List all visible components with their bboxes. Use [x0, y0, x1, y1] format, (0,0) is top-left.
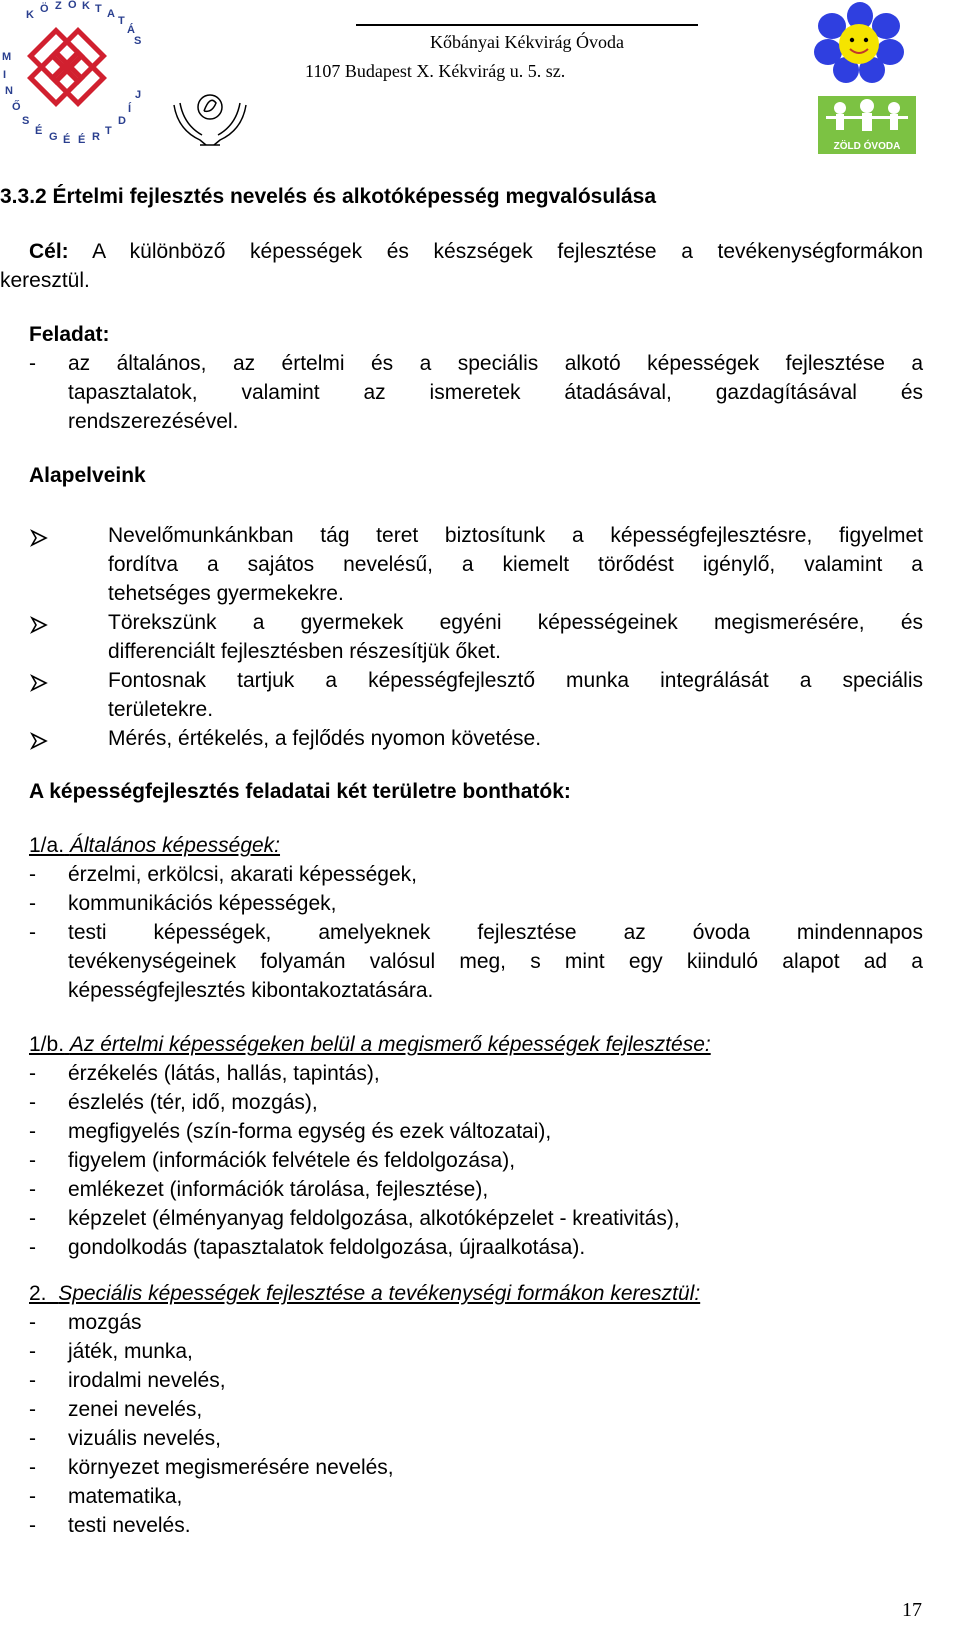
special-item-2: játék, munka, [68, 1340, 193, 1363]
general-item-2: kommunikációs képességek, [68, 892, 337, 915]
flower-logo-icon [806, 2, 914, 84]
dash: - [29, 1514, 36, 1537]
general-item-1: érzelmi, erkölcsi, akarati képességek, [68, 863, 417, 886]
green-kindergarten-logo-icon [818, 96, 916, 154]
general-item-3-line-1: testi képességek, amelyeknek fejlesztése az óvoda mindennapos [68, 921, 923, 944]
special-item-1: mozgás [68, 1311, 142, 1334]
principle-2-line-1: Törekszünk a gyermekek egyéni képességeinek megismerésére, és [108, 611, 923, 634]
dash: - [29, 352, 36, 375]
svg-text:K: K [82, 0, 90, 12]
svg-text:É: É [78, 134, 86, 146]
svg-text:É: É [35, 125, 43, 137]
dash: - [29, 1311, 36, 1334]
principle-1-line-1: Nevelőmunkánkban tág teret biztosítunk a képességfejlesztésre, figyelmet [108, 524, 923, 547]
cognitive-item-7: gondolkodás (tapasztalatok feldolgozása, újraalkotása). [68, 1236, 586, 1259]
header-rule [356, 24, 698, 26]
general-item-3-line-2: tevékenységeinek folyamán valósul meg, s mint egy kiinduló alapot ad a [68, 950, 923, 973]
special-item-4: zenei nevelés, [68, 1398, 203, 1421]
general-item-3-line-3: képességfejlesztés kibontakoztatására. [68, 979, 434, 1002]
task-line-1: az általános, az értelmi és a speciális alkotó képességek fejlesztése a [68, 352, 923, 375]
svg-text:I: I [3, 69, 7, 81]
dash: - [29, 1340, 36, 1363]
hands-logo-icon [170, 85, 250, 155]
cognitive-item-3: megfigyelés (szín-forma egység és ezek változatai), [68, 1120, 552, 1143]
special-item-7: matematika, [68, 1485, 183, 1508]
section-title: 3.3.2 Értelmi fejlesztés nevelés és alkotóképesség megvalósulása [0, 185, 657, 208]
svg-text:N: N [5, 85, 13, 97]
principle-3-line-1: Fontosnak tartjuk a képességfejlesztő munka integrálását a speciális [108, 669, 923, 692]
svg-text:S: S [134, 35, 142, 47]
principle-2-line-2: differenciált fejlesztésben részesítjük őket. [108, 640, 501, 663]
svg-text:O: O [68, 0, 77, 11]
dash: - [29, 1427, 36, 1450]
dash: - [29, 1207, 36, 1230]
arrow-bullet-icon [29, 731, 49, 751]
dash: - [29, 921, 36, 944]
special-item-8: testi nevelés. [68, 1514, 191, 1537]
principle-1-line-3: tehetséges gyermekekre. [108, 582, 344, 605]
quality-award-logo-icon [0, 0, 150, 150]
dash: - [29, 1149, 36, 1172]
svg-text:R: R [92, 131, 100, 143]
institution-address: 1107 Budapest X. Kékvirág u. 5. sz. [305, 61, 566, 81]
dash: - [29, 892, 36, 915]
goal-label: Cél: [29, 240, 69, 263]
svg-text:Z: Z [55, 0, 62, 12]
svg-text:Á: Á [127, 24, 135, 36]
goal-line-1: Cél: A különböző képességek és készségek fejlesztése a tevékenységformákon [29, 240, 923, 263]
dash: - [29, 1120, 36, 1143]
svg-text:Ö: Ö [40, 3, 49, 15]
special-heading: 2. Speciális képességek fejlesztése a tevékenységi formákon keresztül: [29, 1282, 701, 1305]
arrow-bullet-icon [29, 673, 49, 693]
arrow-bullet-icon [29, 615, 49, 635]
svg-text:M: M [2, 51, 12, 63]
svg-text:K: K [26, 9, 34, 21]
cognitive-heading: 1/b. Az értelmi képességeken belül a megismerő képességek fejlesztése: [29, 1033, 711, 1056]
dash: - [29, 1236, 36, 1259]
svg-text:T: T [105, 125, 112, 137]
special-item-6: környezet megismerésére nevelés, [68, 1456, 394, 1479]
areas-heading: A képességfejlesztés feladatai két területre bonthatók: [29, 780, 571, 803]
principle-4-line-1: Mérés, értékelés, a fejlődés nyomon követése. [108, 727, 542, 750]
cognitive-item-6: képzelet (élményanyag feldolgozása, alkotóképzelet - kreativitás), [68, 1207, 680, 1230]
svg-text:S: S [22, 115, 30, 127]
special-item-3: irodalmi nevelés, [68, 1369, 226, 1392]
dash: - [29, 1178, 36, 1201]
special-item-5: vizuális nevelés, [68, 1427, 221, 1450]
svg-text:T: T [118, 15, 125, 27]
svg-text:T: T [95, 3, 102, 15]
principle-3-line-2: területekre. [108, 698, 214, 721]
dash: - [29, 1062, 36, 1085]
cognitive-item-2: észlelés (tér, idő, mozgás), [68, 1091, 318, 1114]
arrow-bullet-icon [29, 528, 49, 548]
cognitive-item-1: érzékelés (látás, hallás, tapintás), [68, 1062, 380, 1085]
dash: - [29, 1485, 36, 1508]
goal-line-2: keresztül. [0, 269, 90, 292]
task-label: Feladat: [29, 323, 110, 346]
svg-text:J: J [135, 89, 142, 101]
principle-1-line-2: fordítva a sajátos nevelésű, a kiemelt törődést igénylő, valamint a [108, 553, 923, 576]
cognitive-item-4: figyelem (információk felvétele és feldolgozása), [68, 1149, 516, 1172]
green-logo-text: ZÖLD ÓVODA [833, 141, 901, 152]
page-number: 17 [902, 1599, 922, 1621]
dash: - [29, 1398, 36, 1421]
dash: - [29, 863, 36, 886]
task-line-2: tapasztalatok, valamint az ismeretek átadásával, gazdagításával és [68, 381, 923, 404]
principles-heading: Alapelveink [29, 464, 146, 487]
task-line-3: rendszerezésével. [68, 410, 239, 433]
svg-text:É: É [63, 134, 71, 146]
dash: - [29, 1456, 36, 1479]
general-heading: 1/a. Általános képességek: [29, 834, 281, 857]
cognitive-item-5: emlékezet (információk tárolása, fejlesztése), [68, 1178, 489, 1201]
svg-text:A: A [107, 8, 115, 20]
svg-text:G: G [49, 131, 58, 143]
dash: - [29, 1369, 36, 1392]
svg-text:Í: Í [128, 103, 132, 115]
institution-name: Kőbányai Kékvirág Óvoda [430, 32, 624, 52]
svg-text:Ő: Ő [12, 101, 21, 113]
dash: - [29, 1091, 36, 1114]
svg-text:D: D [118, 115, 126, 127]
